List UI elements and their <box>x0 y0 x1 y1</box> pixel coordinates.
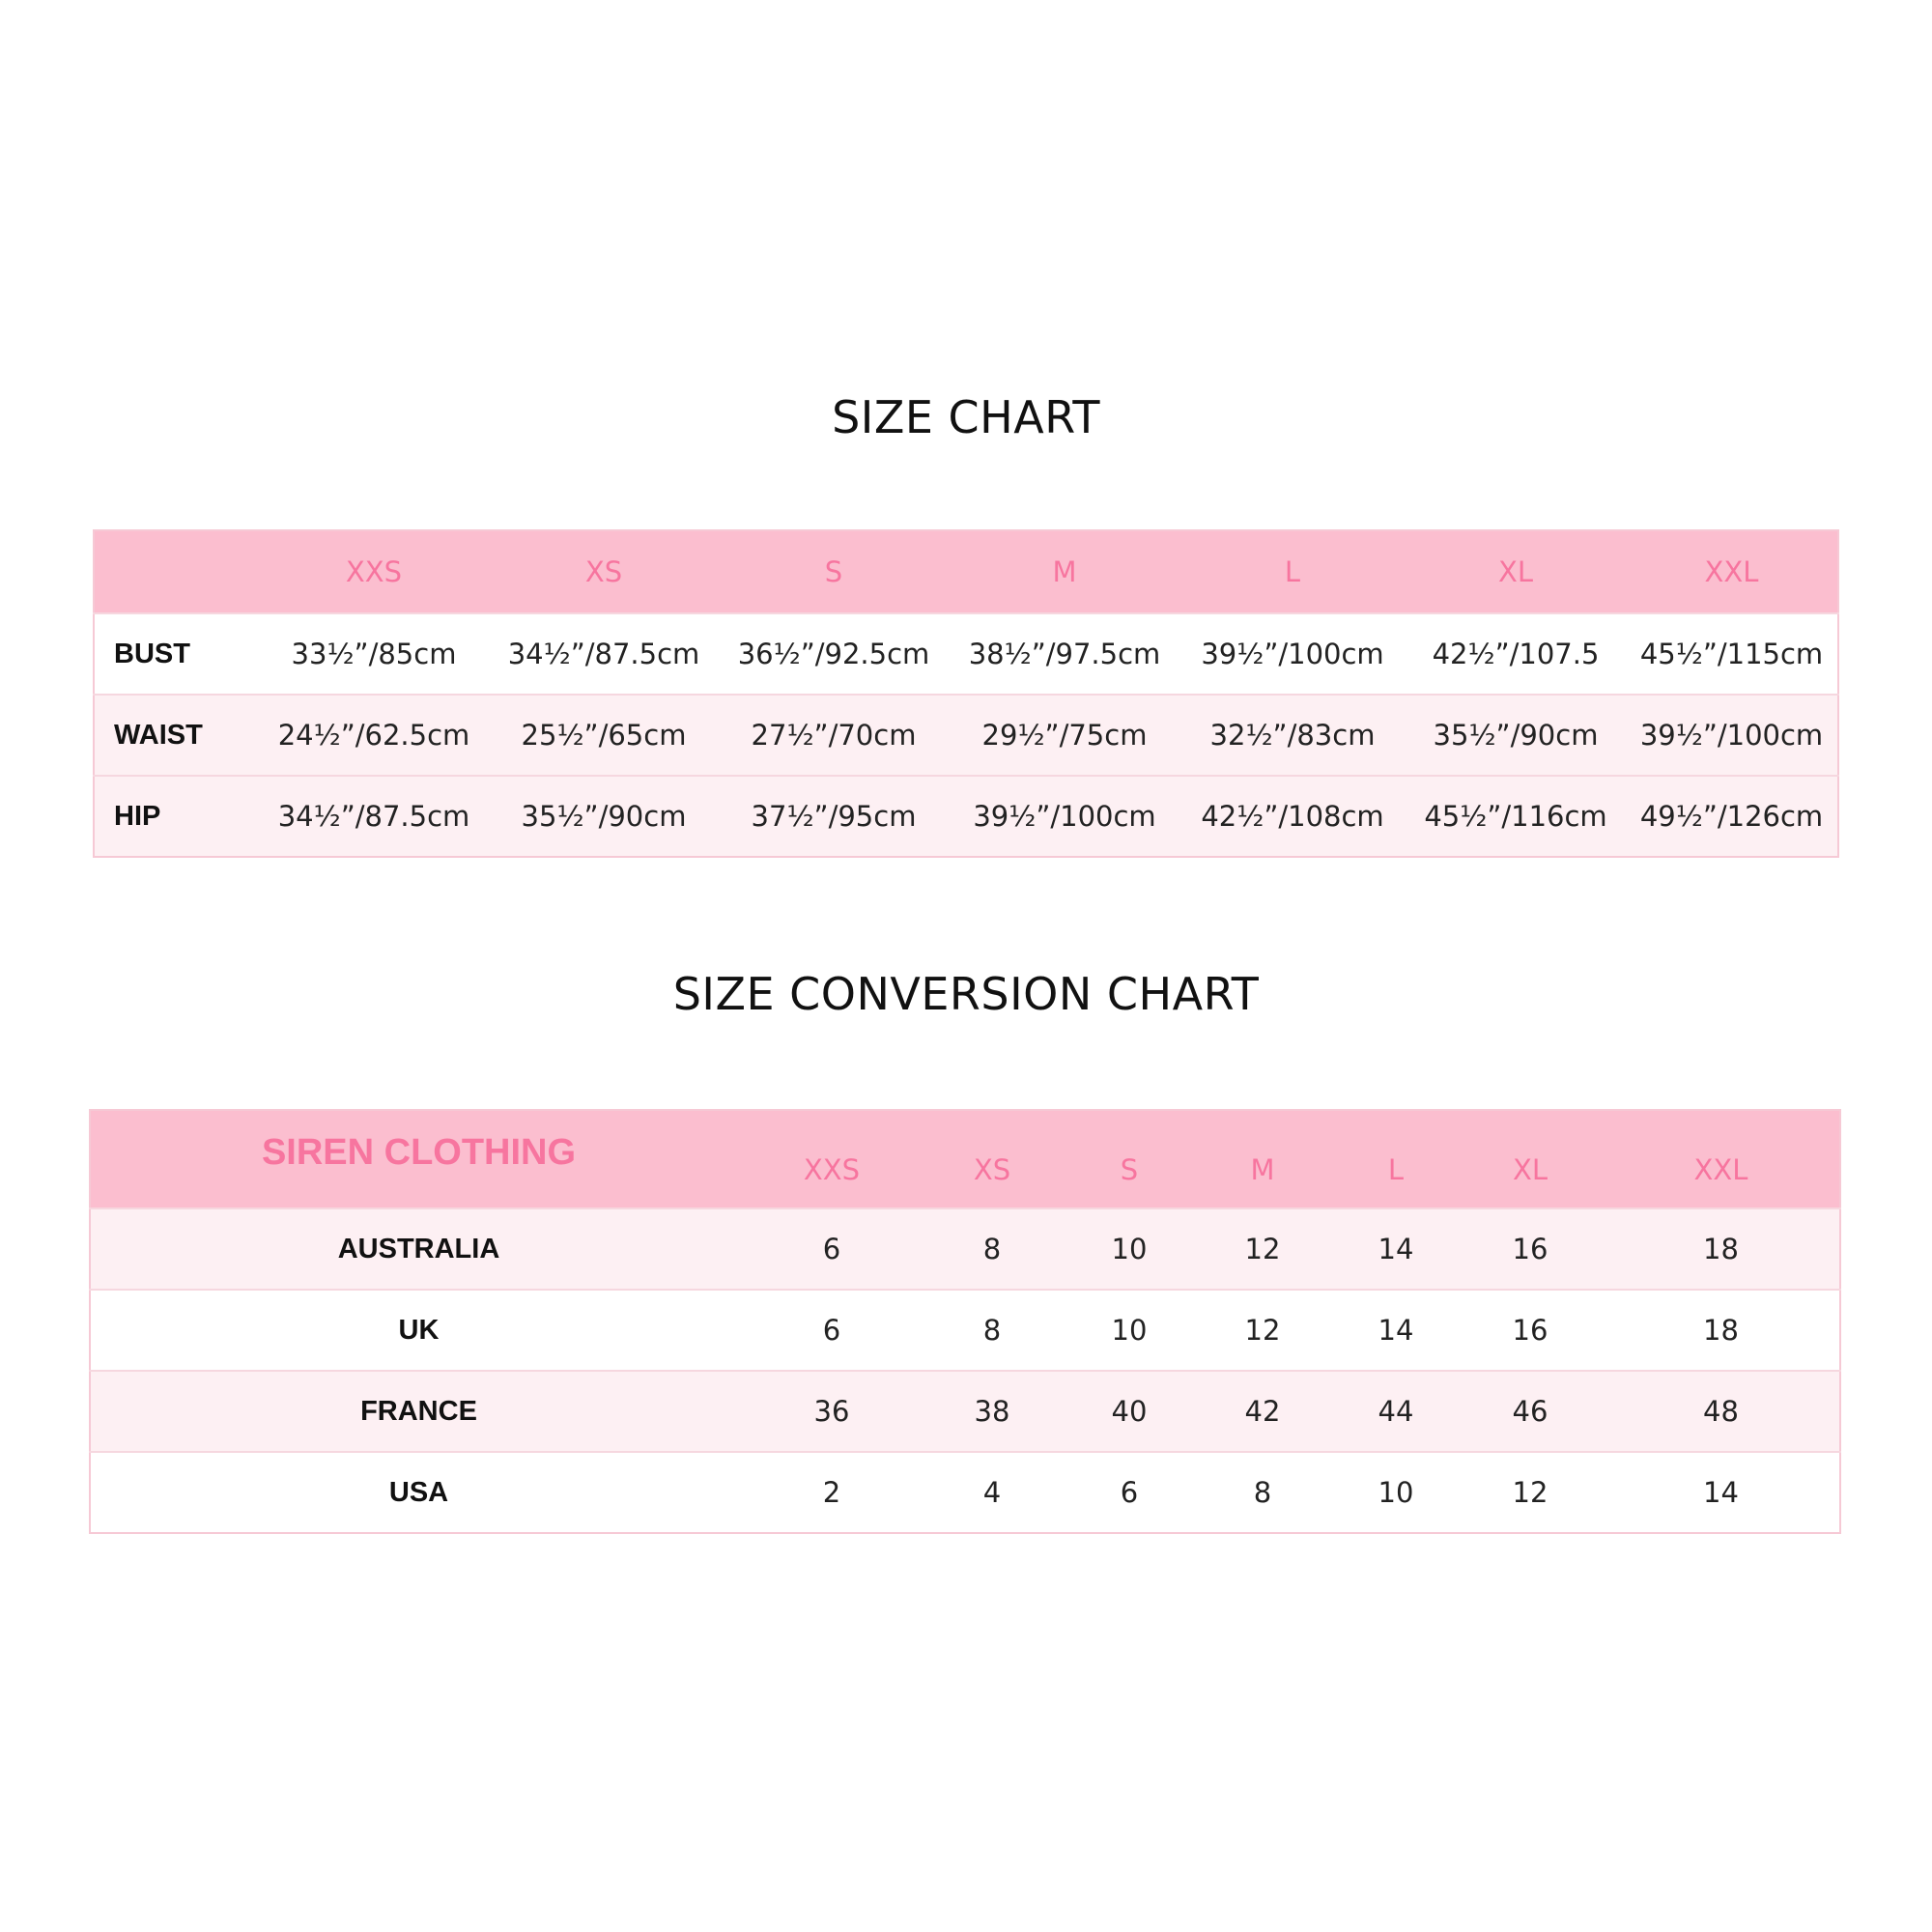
size-value-cell: 2 <box>747 1452 917 1533</box>
size-value-cell: 10 <box>1334 1452 1458 1533</box>
size-row-bust <box>94 613 1838 695</box>
size-value-cell: 18 <box>1603 1290 1840 1371</box>
conv-header-s: S <box>1067 1110 1191 1208</box>
country-label: USA <box>90 1452 747 1533</box>
measurement-cell: 25½”/65cm <box>490 695 718 776</box>
conv-row-uk <box>90 1290 1840 1371</box>
size-value-cell: 4 <box>917 1452 1067 1533</box>
measurement-cell: 38½”/97.5cm <box>950 613 1179 695</box>
size-value-cell: 10 <box>1067 1208 1191 1290</box>
size-header-xs: XS <box>490 530 718 613</box>
country-label: UK <box>90 1290 747 1371</box>
conv-row-australia <box>90 1208 1840 1290</box>
size-value-cell: 40 <box>1067 1371 1191 1452</box>
row-label: WAIST <box>94 695 258 776</box>
size-value-cell: 38 <box>917 1371 1067 1452</box>
size-value-cell: 12 <box>1191 1208 1334 1290</box>
size-value-cell: 46 <box>1458 1371 1603 1452</box>
measurement-cell: 39½”/100cm <box>1179 613 1406 695</box>
conversion-chart-title: SIZE CONVERSION CHART <box>672 968 1260 1020</box>
size-value-cell: 16 <box>1458 1290 1603 1371</box>
size-value-cell: 6 <box>747 1290 917 1371</box>
measurement-cell: 35½”/90cm <box>1406 695 1626 776</box>
size-value-cell: 36 <box>747 1371 917 1452</box>
size-header-xxs: XXS <box>258 530 490 613</box>
size-conversion-table <box>89 1109 1841 1534</box>
conv-header-xxl: XXL <box>1603 1110 1840 1208</box>
size-value-cell: 42 <box>1191 1371 1334 1452</box>
measurement-cell: 39½”/100cm <box>1626 695 1838 776</box>
size-value-cell: 6 <box>747 1208 917 1290</box>
measurement-cell: 24½”/62.5cm <box>258 695 490 776</box>
size-value-cell: 18 <box>1603 1208 1840 1290</box>
size-value-cell: 10 <box>1067 1290 1191 1371</box>
measurement-cell: 32½”/83cm <box>1179 695 1406 776</box>
row-label: HIP <box>94 776 258 857</box>
measurement-cell: 27½”/70cm <box>718 695 950 776</box>
size-row-waist <box>94 695 1838 776</box>
measurement-cell: 42½”/107.5 <box>1406 613 1626 695</box>
conversion-header-row <box>90 1110 1840 1208</box>
conv-header-l: L <box>1334 1110 1458 1208</box>
measurement-cell: 36½”/92.5cm <box>718 613 950 695</box>
size-value-cell: 8 <box>1191 1452 1334 1533</box>
conv-header-xxs: XXS <box>747 1110 917 1208</box>
measurement-cell: 34½”/87.5cm <box>258 776 490 857</box>
measurement-cell: 34½”/87.5cm <box>490 613 718 695</box>
size-value-cell: 44 <box>1334 1371 1458 1452</box>
size-value-cell: 48 <box>1603 1371 1840 1452</box>
size-header-m: M <box>950 530 1179 613</box>
size-row-hip <box>94 776 1838 857</box>
size-value-cell: 8 <box>917 1208 1067 1290</box>
measurement-cell: 35½”/90cm <box>490 776 718 857</box>
measurement-cell: 45½”/116cm <box>1406 776 1626 857</box>
measurement-cell: 49½”/126cm <box>1626 776 1838 857</box>
size-value-cell: 12 <box>1458 1452 1603 1533</box>
measurement-cell: 37½”/95cm <box>718 776 950 857</box>
measurement-cell: 29½”/75cm <box>950 695 1179 776</box>
size-header-l: L <box>1179 530 1406 613</box>
size-chart-corner-cell <box>94 530 258 613</box>
conv-header-m: M <box>1191 1110 1334 1208</box>
size-value-cell: 14 <box>1334 1290 1458 1371</box>
brand-name-header: SIREN CLOTHING <box>90 1110 747 1208</box>
country-label: FRANCE <box>90 1371 747 1452</box>
size-chart-table <box>93 529 1839 858</box>
conv-header-xl: XL <box>1458 1110 1603 1208</box>
country-label: AUSTRALIA <box>90 1208 747 1290</box>
size-value-cell: 8 <box>917 1290 1067 1371</box>
size-chart-header-row <box>94 530 1838 613</box>
measurement-cell: 42½”/108cm <box>1179 776 1406 857</box>
size-value-cell: 14 <box>1334 1208 1458 1290</box>
size-header-xl: XL <box>1406 530 1626 613</box>
size-header-s: S <box>718 530 950 613</box>
measurement-cell: 39½”/100cm <box>950 776 1179 857</box>
row-label: BUST <box>94 613 258 695</box>
size-value-cell: 14 <box>1603 1452 1840 1533</box>
size-value-cell: 12 <box>1191 1290 1334 1371</box>
conv-row-usa <box>90 1452 1840 1533</box>
size-value-cell: 16 <box>1458 1208 1603 1290</box>
size-header-xxl: XXL <box>1626 530 1838 613</box>
measurement-cell: 33½”/85cm <box>258 613 490 695</box>
measurement-cell: 45½”/115cm <box>1626 613 1838 695</box>
size-value-cell: 6 <box>1067 1452 1191 1533</box>
size-chart-title: SIZE CHART <box>832 391 1100 443</box>
conv-row-france <box>90 1371 1840 1452</box>
conv-header-xs: XS <box>917 1110 1067 1208</box>
